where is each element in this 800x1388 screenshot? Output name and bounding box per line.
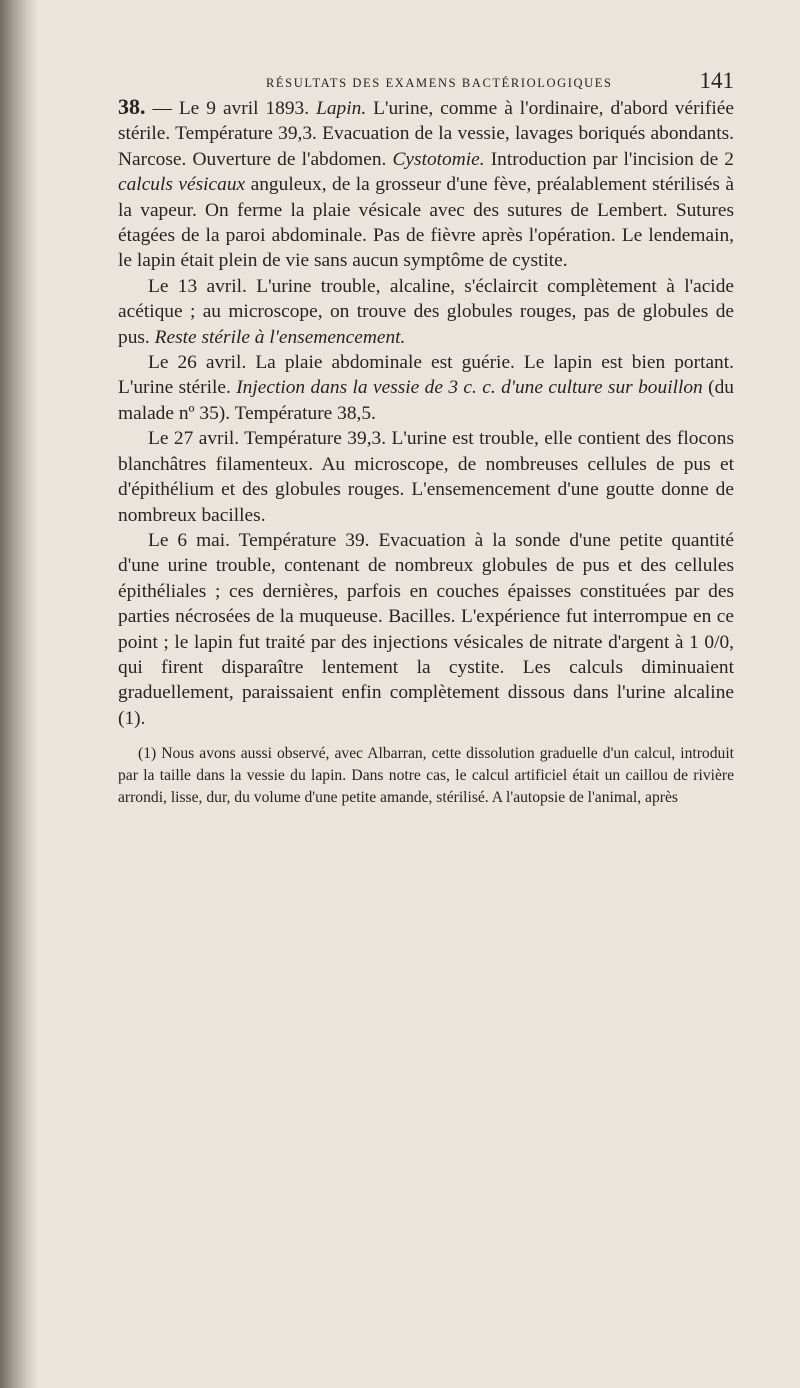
running-head (118, 66, 734, 92)
page-edge-shadow (0, 0, 38, 1388)
text-segment: L'urine, comme à l'ordinaire, d'abord vérifiée stérile. Température 39,3. Evacuation de la vessie, lavages boriqués abondants. Narcose. Ouverture de l'abdomen. (118, 98, 734, 170)
text-segment: (du malade nº 35). Température 38,5. (118, 377, 734, 424)
text-segment: anguleux, de la grosseur d'une fève, préalablement stérilisés à la vapeur. On ferme la plaie vésicale avec des sutures de Lembert. Sutures étagées de la paroi abdominale. Pas de fièvre après l'opération. Le lendemain, le lapin était plein de vie sans aucun symptôme de cystite. (118, 174, 734, 272)
text-segment: Introduction par l'incision de 2 (484, 148, 734, 170)
case-38-body (118, 94, 734, 731)
text-segment: Le 26 avril. La plaie abdominale est guérie. Le lapin est bien portant. L'urine stérile. (118, 352, 734, 399)
text-segment-italic: Reste stérile à l'ensemencement. (154, 326, 406, 348)
book-page (118, 66, 734, 809)
text-segment: Le 13 avril. L'urine trouble, alcaline, s'éclaircit complètement à l'acide acétique ; au microscope, on trouve des globules rouges, pas de globules de pus. (118, 275, 734, 348)
text-segment-italic: Lapin. (316, 98, 367, 119)
running-head-title: RÉSULTATS DES EXAMENS BACTÉRIOLOGIQUES (266, 76, 613, 90)
text-segment: Le 6 mai. Température 39. Evacuation à la sonde d'une petite quantité d'une urine trouble, contenant de nombreux globules de pus et des cellules épithéliales ; ces dernières, parfois en couches épaisses constituées par des parties nécrosées de la muqueuse. Bacilles. L'expérience fut interrompue en ce point ; le lapin fut traité par des injections vésicales de nitrate d'argent à 1 0/0, qui firent disparaître lentement la cystite. Les calculs diminuaient graduellement, paraissaient enfin complètement dissous dans l'urine alcaline (1). (118, 529, 734, 729)
case-paragraph (118, 94, 734, 274)
page-number: 141 (699, 68, 734, 93)
case-paragraph (118, 426, 734, 528)
case-paragraph (118, 274, 734, 350)
case-paragraph (118, 350, 734, 426)
footnote: (1) Nous avons aussi observé, avec Albarran, cette dissolution graduelle d'un calcul, introduit par la taille dans la vessie du lapin. Dans notre cas, le calcul artificiel était un caillou de rivière arrondi, lisse, dur, du volume d'une petite amande, stérilisé. A l'autopsie de l'animal, après (118, 745, 734, 807)
text-segment: Le 27 avril. Température 39,3. L'urine est trouble, elle contient des flocons blanchâtres filamenteux. Au microscope, de nombreuses cellules de pus et d'épithélium et des globules rouges. L'ensemencement d'une goutte donne de nombreux bacilles. (118, 428, 734, 526)
text-segment-italic: Cystotomie. (392, 148, 485, 170)
text-segment-italic: Injection dans la vessie de 3 c. c. d'une culture sur bouillon (236, 377, 703, 399)
case-number: 38. (118, 94, 146, 119)
case-paragraph (118, 528, 734, 731)
text-segment: — Le 9 avril 1893. (145, 98, 317, 119)
text-segment-italic: calculs vésicaux (118, 174, 246, 196)
